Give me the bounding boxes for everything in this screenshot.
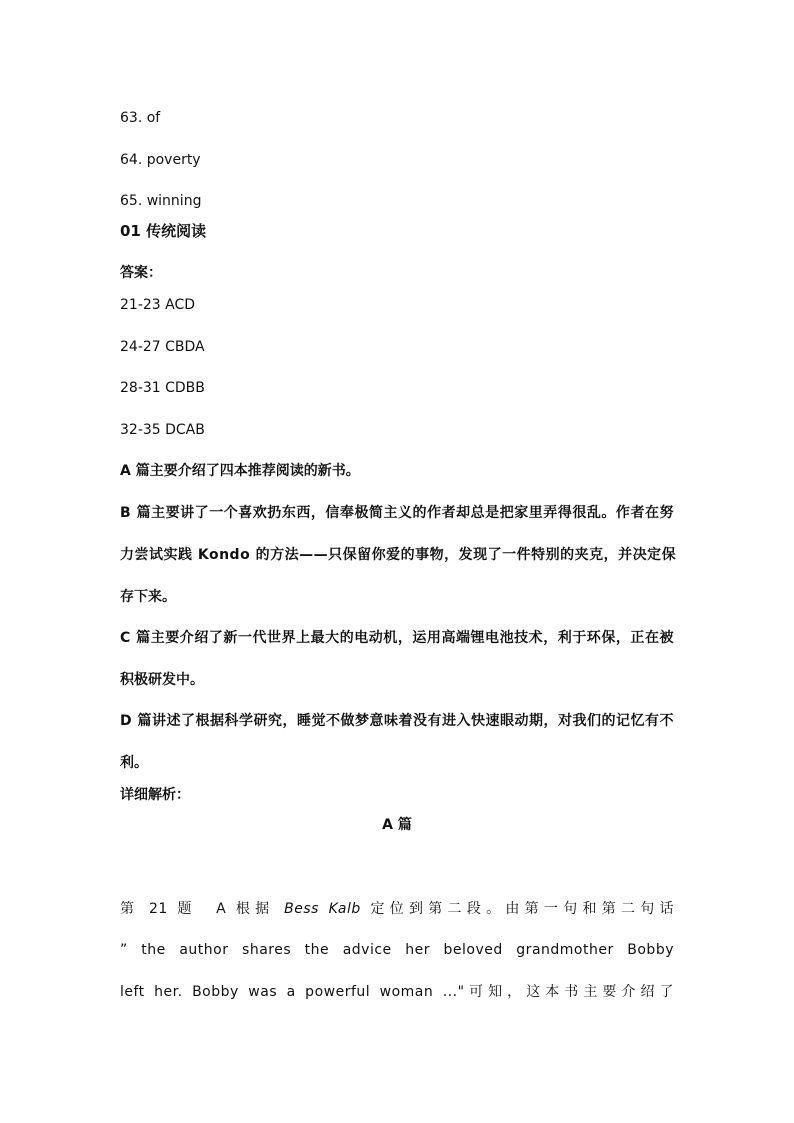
answer-65: 65. winning bbox=[120, 193, 202, 209]
summary-b-line2: 力尝试实践 Kondo 的方法——只保留你爱的事物，发现了一件特别的夹克，并决定保 bbox=[120, 547, 677, 563]
section-title: 01 传统阅读 bbox=[120, 222, 207, 240]
analysis-line3: left her. Bobby was a powerful woman ..."可知，这本书主要介绍了 bbox=[120, 984, 674, 1000]
passage-heading: A 篇 bbox=[382, 817, 412, 833]
answer-range-2: 24-27 CBDA bbox=[120, 339, 205, 355]
answer-range-1: 21-23 ACD bbox=[120, 297, 196, 313]
answer-range-4: 32-35 DCAB bbox=[120, 422, 205, 438]
analysis-q-prefix: 第 21 题 A 根据 bbox=[120, 901, 275, 917]
answer-range-3: 28-31 CDBB bbox=[120, 380, 205, 396]
summary-a: A 篇主要介绍了四本推荐阅读的新书。 bbox=[120, 463, 360, 479]
summary-c-line2: 积极研发中。 bbox=[120, 672, 204, 688]
analysis-q-name: Bess Kalb bbox=[284, 901, 361, 917]
summary-d-line1: D 篇讲述了根据科学研究，睡觉不做梦意味着没有进入快速眼动期，对我们的记忆有不 bbox=[120, 713, 674, 729]
answer-label: 答案： bbox=[120, 265, 162, 281]
answer-64: 64. poverty bbox=[120, 152, 201, 168]
summary-c-line1: C 篇主要介绍了新一代世界上最大的电动机，运用高端锂电池技术，利于环保，正在被 bbox=[120, 630, 674, 646]
answer-63: 63. of bbox=[120, 110, 161, 126]
summary-b-line1: B 篇主要讲了一个喜欢扔东西，信奉极简主义的作者却总是把家里弄得很乱。作者在努 bbox=[120, 505, 674, 521]
summary-b-line3: 存下来。 bbox=[120, 589, 176, 605]
analysis-line1 bbox=[120, 900, 674, 918]
analysis-line2: ” the author shares the advice her beloved grandmother Bobby bbox=[120, 942, 674, 958]
summary-d-line2: 利。 bbox=[120, 755, 148, 771]
analysis-q-suffix: 定位到第二段。由第一句和第二句话 bbox=[370, 901, 675, 917]
detail-label: 详细解析： bbox=[120, 787, 190, 803]
